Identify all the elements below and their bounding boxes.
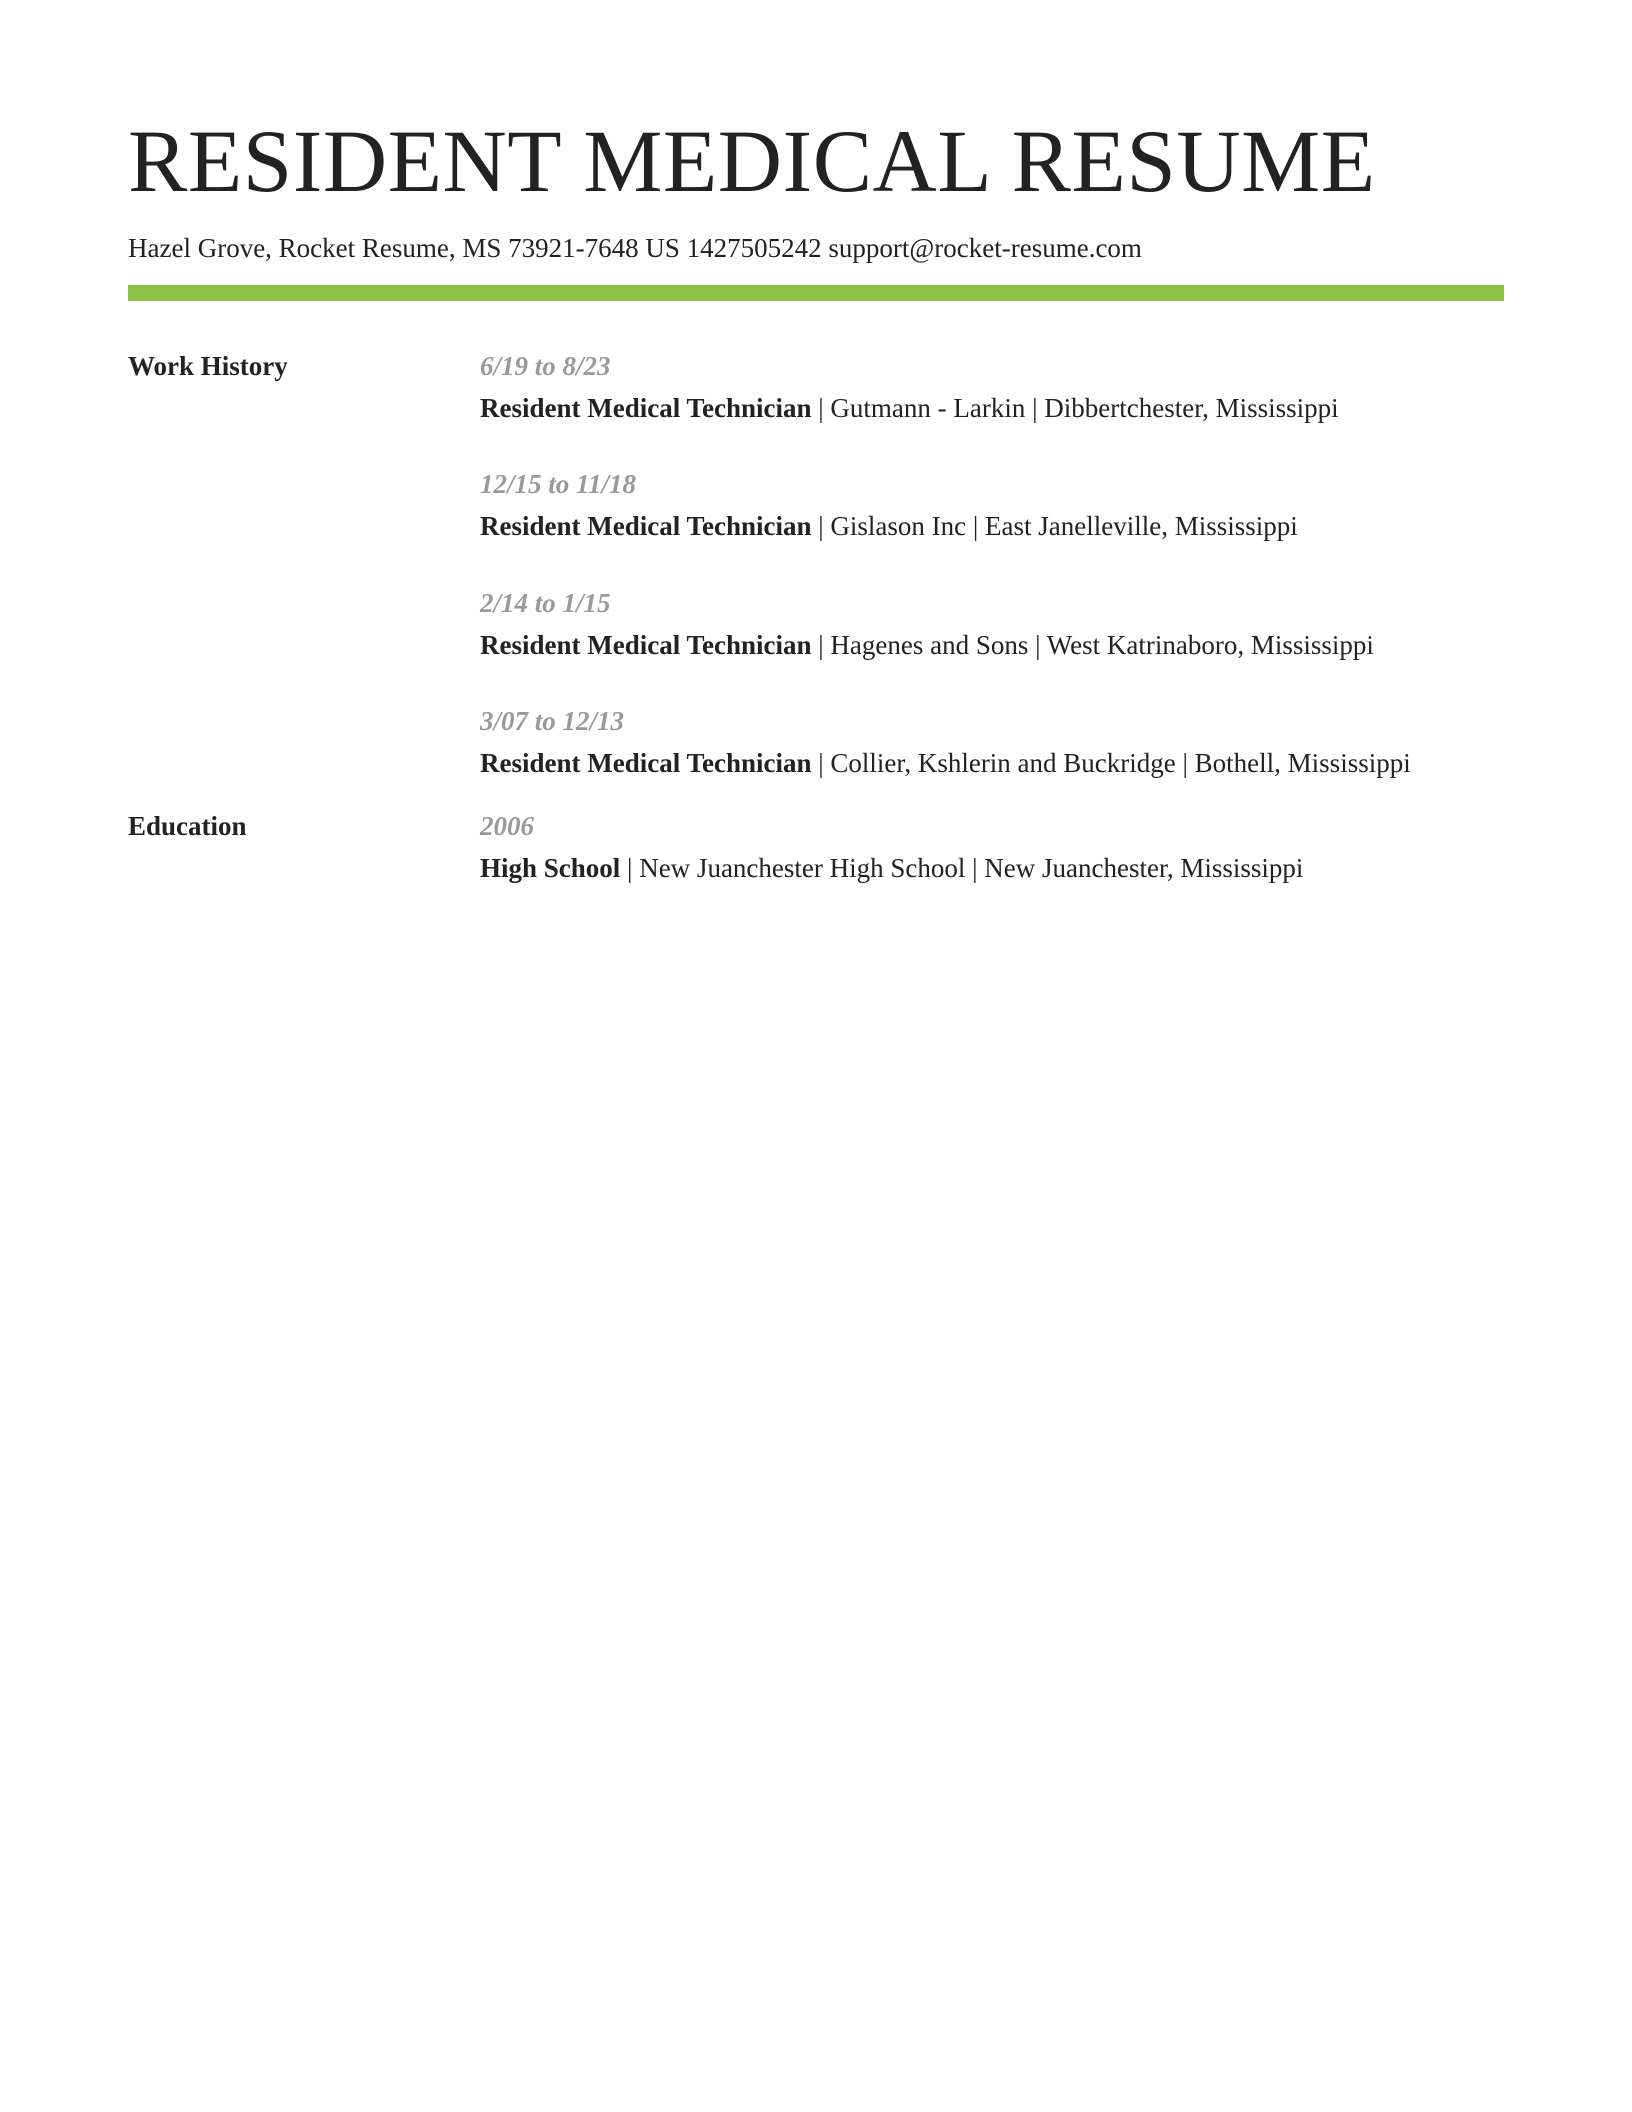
entry-details: | Gislason Inc | East Janelleville, Mississippi bbox=[811, 511, 1298, 542]
entry-date: 2/14 to 1/15 bbox=[480, 587, 611, 618]
entry-details: | New Juanchester High School | New Juanchester, Mississippi bbox=[620, 853, 1304, 883]
education-entries bbox=[480, 810, 1504, 928]
accent-divider bbox=[128, 285, 1504, 301]
entry-date: 6/19 to 8/23 bbox=[480, 351, 611, 381]
entry-details: | Gutmann - Larkin | Dibbertchester, Mississippi bbox=[811, 393, 1339, 423]
section-heading-work-history: Work History bbox=[128, 351, 288, 381]
entry-role: Resident Medical Technician bbox=[480, 393, 812, 423]
entry-date: 12/15 to 11/18 bbox=[480, 469, 637, 500]
entry-details: | Hagenes and Sons | West Katrinaboro, Mississippi bbox=[811, 629, 1374, 660]
entry-role: Resident Medical Technician bbox=[480, 511, 812, 542]
entry-line bbox=[480, 392, 1504, 424]
entry-line bbox=[480, 747, 1504, 779]
entry-date: 2006 bbox=[480, 811, 534, 841]
entry-role: Resident Medical Technician bbox=[480, 748, 812, 779]
work-history-entries bbox=[480, 350, 1504, 824]
work-entry bbox=[480, 587, 1504, 661]
entry-role: Resident Medical Technician bbox=[480, 629, 812, 660]
contact-line: Hazel Grove, Rocket Resume, MS 73921-7648 US 1427505242 support@rocket-resume.com bbox=[128, 233, 1142, 263]
education-entry bbox=[480, 810, 1504, 884]
resume-title: RESIDENT MEDICAL RESUME bbox=[128, 113, 1376, 211]
entry-details: | Collier, Kshlerin and Buckridge | Bothell, Mississippi bbox=[811, 748, 1411, 779]
work-entry bbox=[480, 468, 1504, 542]
work-entry bbox=[480, 350, 1504, 424]
entry-line bbox=[480, 852, 1504, 884]
entry-line bbox=[480, 510, 1504, 542]
work-entry bbox=[480, 705, 1504, 779]
entry-line bbox=[480, 629, 1504, 661]
entry-degree: High School bbox=[480, 853, 621, 883]
section-heading-education: Education bbox=[128, 811, 247, 841]
entry-date: 3/07 to 12/13 bbox=[480, 706, 625, 737]
